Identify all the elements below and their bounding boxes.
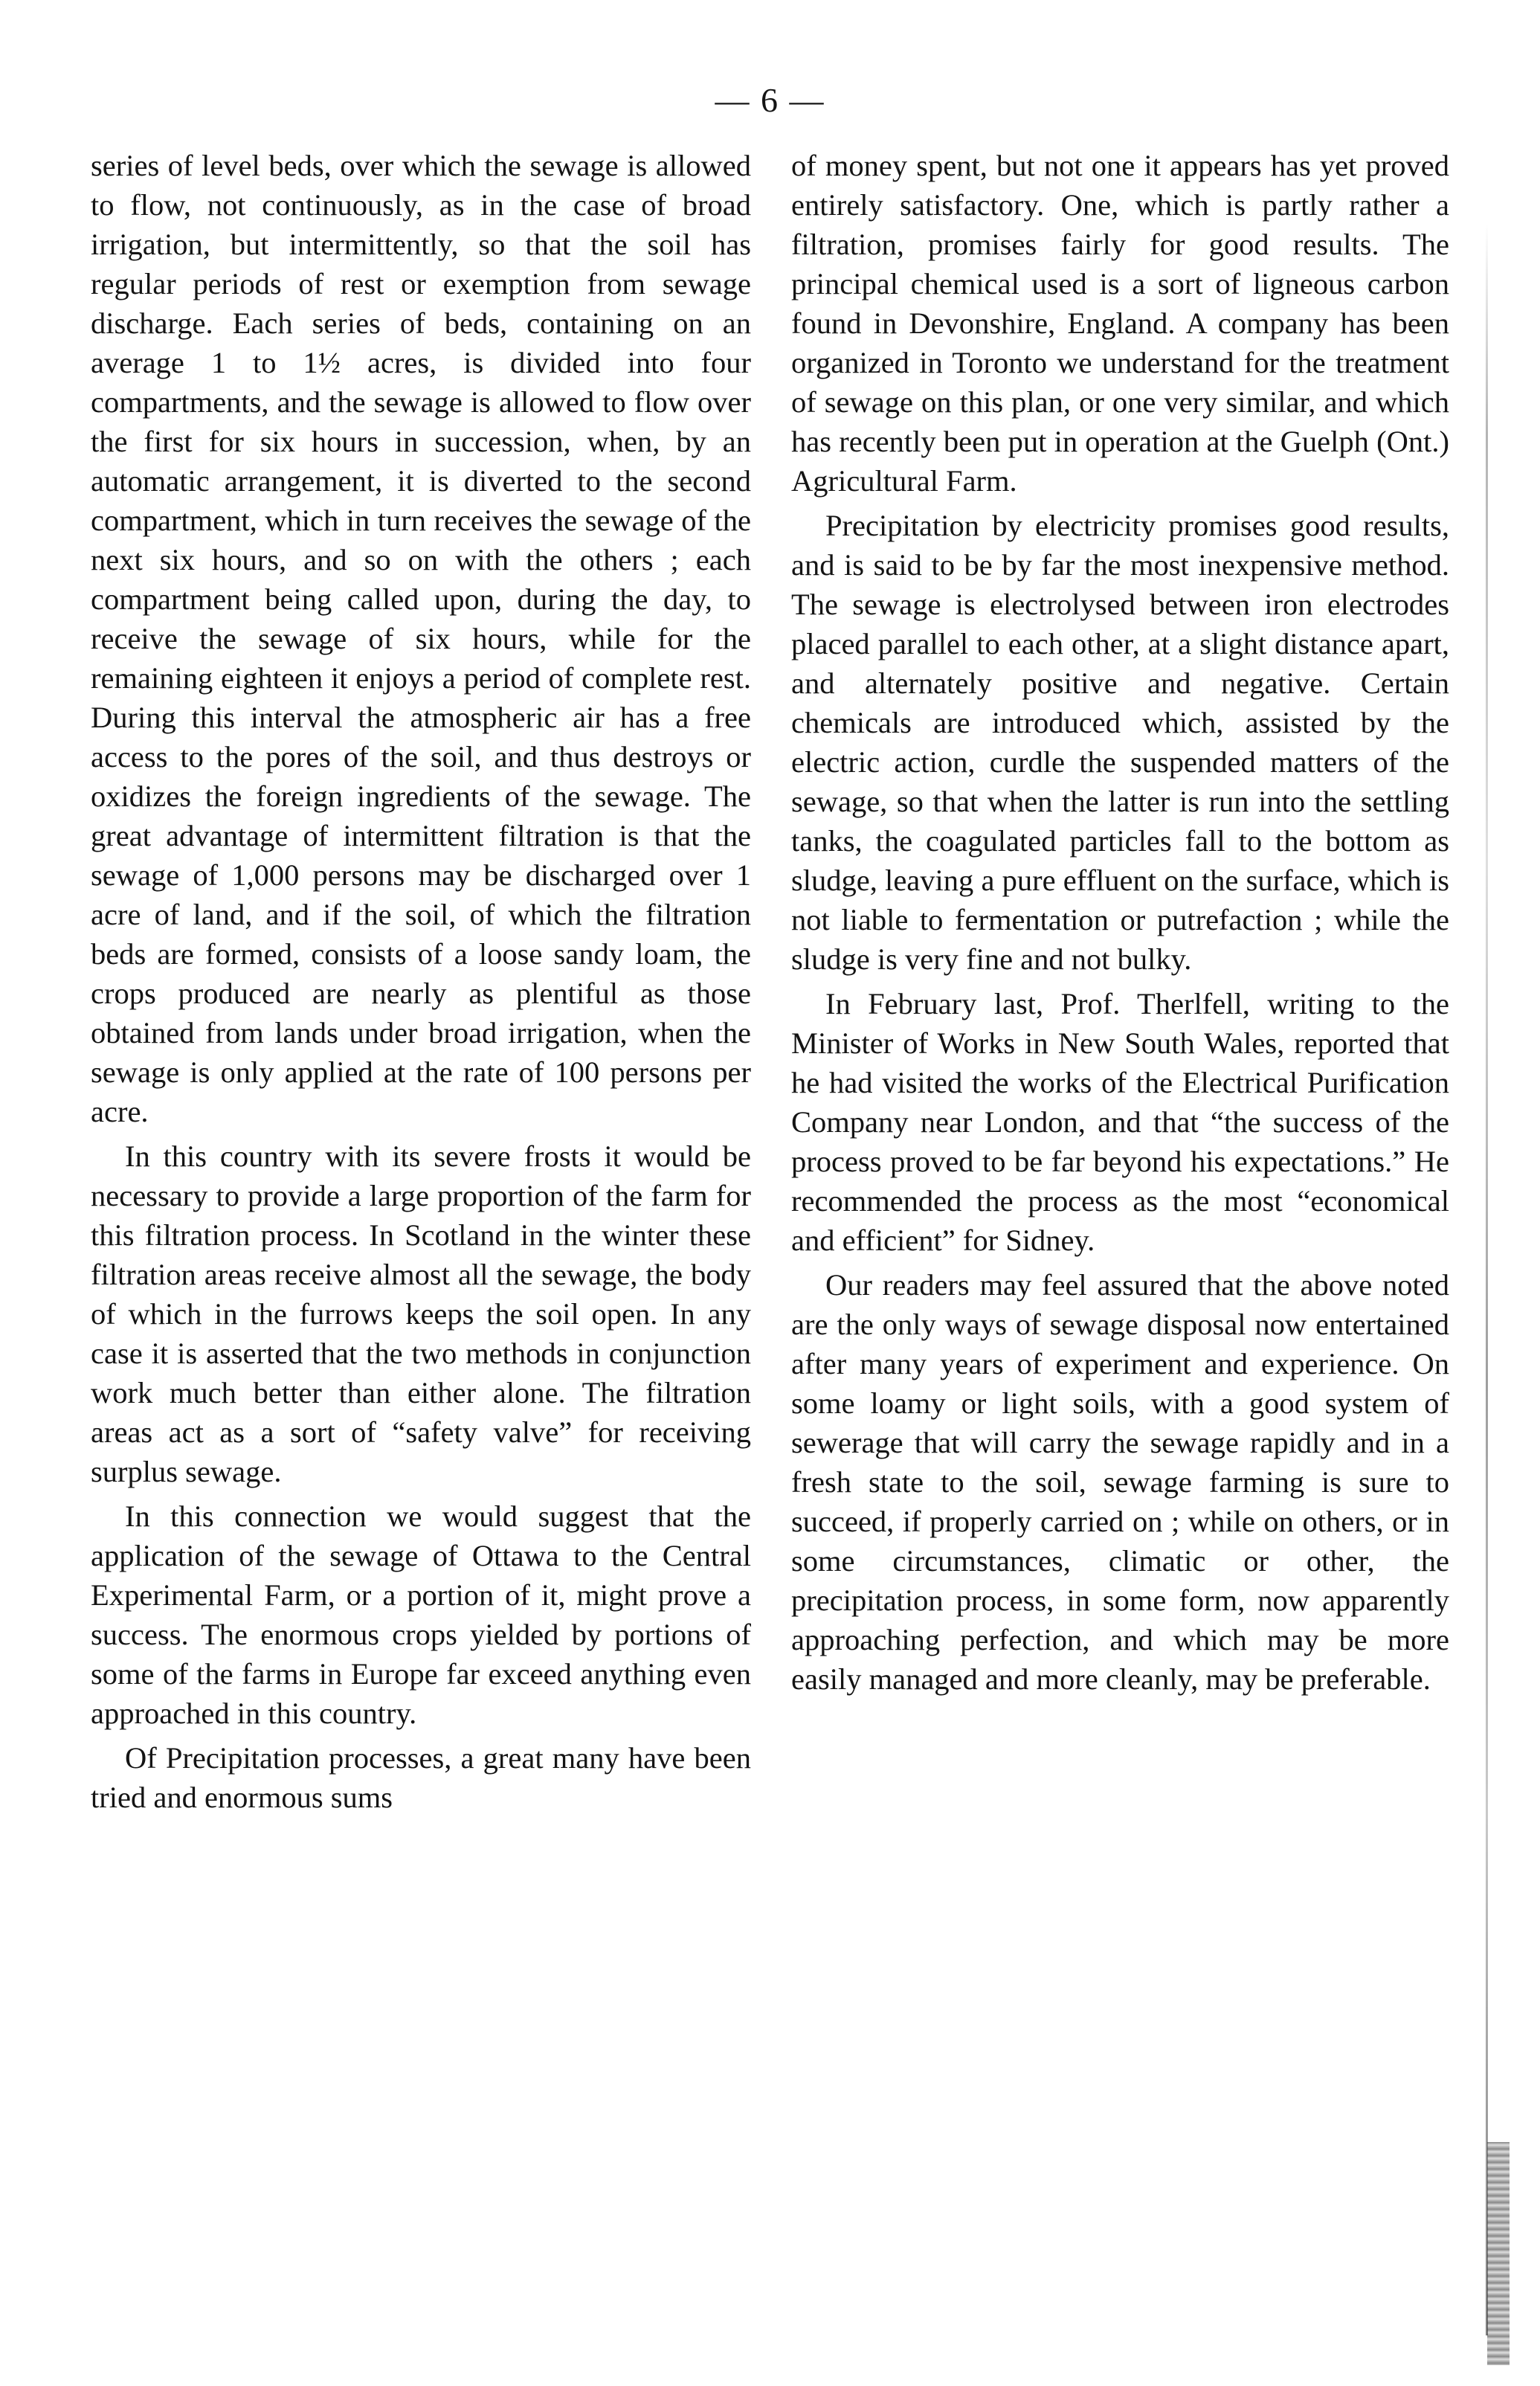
left-paragraph-4: Of Precipitation processes, a great many have been tried and enormous sums [91, 1741, 751, 1814]
right-paragraph-1: of money spent, but not one it appears has yet proved entirely satisfactory. One, which is partly rather a filtration, promises fairly for good results. The principal chemical used is a sort of ligneous carbon found in Devonshire, England. A company has been organized in Toronto we understand for the treatment of sewage on this plan, or one very similar, and which has recently been put in operation at the Guelph (Ont.) Agricultural Farm. [791, 149, 1449, 498]
right-paragraph-2: Precipitation by electricity promises good results, and is said to be by far the most inexpensive method. The sewage is electrolysed between iron electrodes placed parallel to each other, at a slight distance apart, and alternately positive and negative. Certain chemicals are introduced which, assisted by the electric action, curdle the suspended matters of the sewage, so that when the latter is run into the settling tanks, the coagulated particles fall to the bottom as sludge, leaving a pure effluent on the surface, which is not liable to fermentation or putrefaction ; while the sludge is very fine and not bulky. [791, 509, 1449, 976]
left-paragraph-3: In this connection we would suggest that the application of the sewage of Ottawa to the Central Experimental Farm, or a portion of it, might prove a success. The enormous crops yielded by portions of some of the farms in Europe far exceed anything even approached in this country. [91, 1499, 751, 1730]
left-column [91, 146, 751, 1817]
right-paragraph-4: Our readers may feel assured that the above noted are the only ways of sewage disposal now entertained after many years of experiment and experience. On some loamy or light soils, with a good system of sewerage that will carry the sewage rapidly and in a fresh state to the soil, sewage farming is sure to succeed, if properly carried on ; while on others, or in some circumstances, climatic or other, the precipitation process, in some form, now apparently approaching perfection, and which may be more easily managed and more cleanly, may be preferable. [791, 1268, 1449, 1696]
page-edge-binding [1486, 223, 1488, 2335]
page-number: — 6 — [715, 81, 825, 119]
right-column [791, 146, 1449, 1699]
right-paragraph-3: In February last, Prof. Therlfell, writing to the Minister of Works in New South Wales, reported that he had visited the works of the Electrical Purification Company near London, and that “the success of the process proved to be far beyond his expectations.” He recommended the process as the most “economical and efficient” for Sidney. [791, 987, 1449, 1257]
left-paragraph-1: series of level beds, over which the sewage is allowed to flow, not continuously, as in the case of broad irrigation, but intermittently, so that the soil has regular periods of rest or exemption from sewage discharge. Each series of beds, containing on an average 1 to 1½ acres, is divided into four compartments, and the sewage is allowed to flow over the first for six hours in succession, when, by an automatic arrangement, it is diverted to the second compartment, which in turn receives the sewage of the next six hours, and so on with the others ; each compartment being called upon, during the day, to receive the sewage of six hours, while for the remaining eighteen it enjoys a period of complete rest. During this interval the atmospheric air has a free access to the pores of the soil, and thus destroys or oxidizes the foreign ingredients of the sewage. The great advantage of intermittent filtration is that the sewage of 1,000 persons may be discharged over 1 acre of land, and if the soil, of which the filtration beds are formed, consists of a loose sandy loam, the crops produced are nearly as plentiful as those obtained from lands under broad irrigation, when the sewage is only applied at the rate of 100 persons per acre. [91, 149, 751, 1128]
left-paragraph-2: In this country with its severe frosts it would be necessary to provide a large proportion of the farm for this filtration process. In Scotland in the winter these filtration areas receive almost all the sewage, the body of which in the furrows keeps the soil open. In any case it is asserted that the two methods in conjunction work much better than either alone. The filtration areas act as a sort of “safety valve” for receiving surplus sewage. [91, 1139, 751, 1488]
page-edge-shadow [1487, 2142, 1510, 2365]
